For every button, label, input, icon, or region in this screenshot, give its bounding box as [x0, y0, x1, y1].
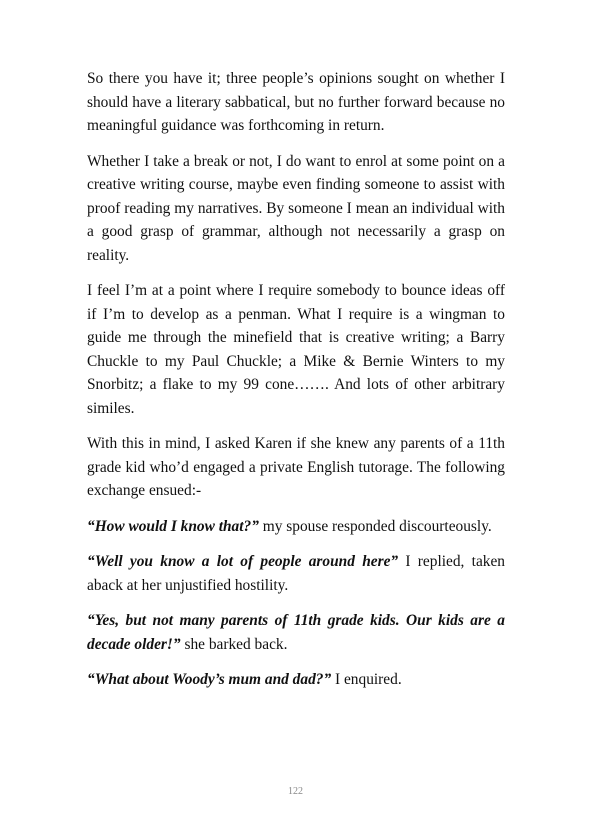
dialogue-narration: I enquired.	[331, 671, 402, 688]
dialogue-quote: “How would I know that?”	[87, 517, 259, 535]
page-body-text	[87, 67, 505, 704]
paragraph-text: So there you have it; three people’s opinions sought on whether I should have a literary sabbatical, but no further forward because no meaningful guidance was forthcoming in return.	[87, 70, 505, 134]
dialogue-narration: I replied, taken aback at her unjustified hostility.	[87, 553, 506, 594]
dialogue-quote: “What about Woody’s mum and dad?”	[87, 671, 332, 688]
dialogue-line	[87, 668, 505, 692]
dialogue-line	[87, 515, 505, 539]
paragraph-creative-writing-course	[87, 150, 505, 268]
page-number: 122	[288, 786, 303, 797]
paragraph-text: Whether I take a break or not, I do want to enrol at some point on a creative writing course, maybe even finding someone to assist with proof reading my narratives. By someone I mean an individual with a good grasp of grammar, although not necessarily a grasp on reality.	[87, 152, 505, 264]
paragraph-literary-sabbatical	[87, 67, 505, 138]
dialogue-narration: my spouse responded discourteously.	[258, 517, 492, 535]
dialogue-line	[87, 609, 505, 656]
dialogue-quote: “Yes, but not many parents of 11th grade kids. Our kids are a decade older!”	[87, 612, 505, 653]
dialogue-quote: “Well you know a lot of people around here”	[87, 553, 399, 570]
paragraph-text: I feel I’m at a point where I require somebody to bounce ideas off if I’m to develop as a penman. What I require is a wingman to guide me through the minefield that is creative writing; a Barry Chuckle to my Paul Chuckle; a Mike & Bernie Winters to my Snorbitz; a flake to my 99 cone……. And lots of other arbitrary similes.	[87, 282, 505, 417]
dialogue-line	[87, 550, 505, 597]
paragraph-exchange-intro	[87, 432, 505, 503]
paragraph-wingman	[87, 279, 505, 420]
paragraph-text: With this in mind, I asked Karen if she knew any parents of a 11th grade kid who’d engaged a private English tutorage. The following exchange ensued:-	[87, 435, 505, 499]
dialogue-narration: she barked back.	[180, 635, 288, 653]
